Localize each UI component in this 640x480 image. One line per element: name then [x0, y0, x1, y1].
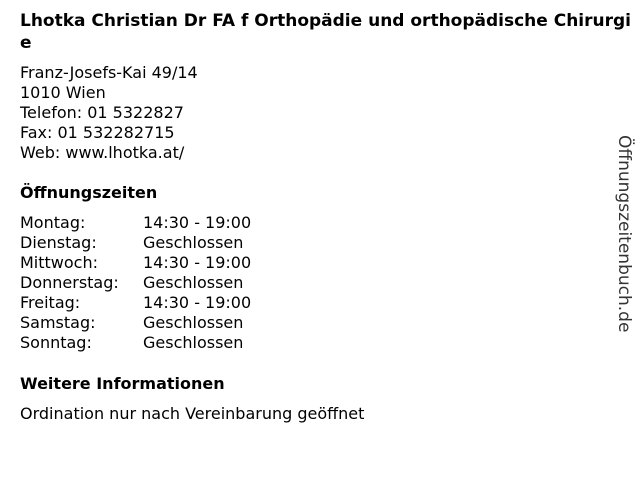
fax-number: Fax: 01 532282715 — [20, 123, 175, 142]
day-label: Donnerstag: — [20, 273, 119, 292]
opening-hours-heading: Öffnungszeiten — [20, 183, 158, 202]
further-info-heading: Weitere Informationen — [20, 374, 225, 393]
brand-watermark — [613, 135, 635, 367]
brand-label: Öffnungszeitenbuch.de — [614, 135, 634, 333]
day-label: Sonntag: — [20, 333, 92, 352]
further-info-text: Ordination nur nach Vereinbarung geöffnet — [20, 404, 365, 423]
phone-number: Telefon: 01 5322827 — [20, 103, 184, 122]
time-value: 14:30 - 19:00 — [143, 293, 252, 312]
time-value: Geschlossen — [143, 273, 244, 292]
day-label: Montag: — [20, 213, 86, 232]
day-label: Samstag: — [20, 313, 96, 332]
contact-block — [20, 63, 198, 163]
time-value: Geschlossen — [143, 333, 244, 352]
city-address: 1010 Wien — [20, 83, 106, 102]
day-label: Freitag: — [20, 293, 81, 312]
time-value: Geschlossen — [143, 233, 244, 252]
time-value: Geschlossen — [143, 313, 244, 332]
time-value: 14:30 - 19:00 — [143, 253, 252, 272]
time-value: 14:30 - 19:00 — [143, 213, 252, 232]
website-link[interactable]: Web: www.lhotka.at/ — [20, 143, 185, 162]
business-title: Lhotka Christian Dr FA f Orthopädie und orthopädische Chirurgie — [20, 11, 632, 53]
day-label: Dienstag: — [20, 233, 97, 252]
street-address: Franz-Josefs-Kai 49/14 — [20, 63, 198, 82]
day-label: Mittwoch: — [20, 253, 98, 272]
